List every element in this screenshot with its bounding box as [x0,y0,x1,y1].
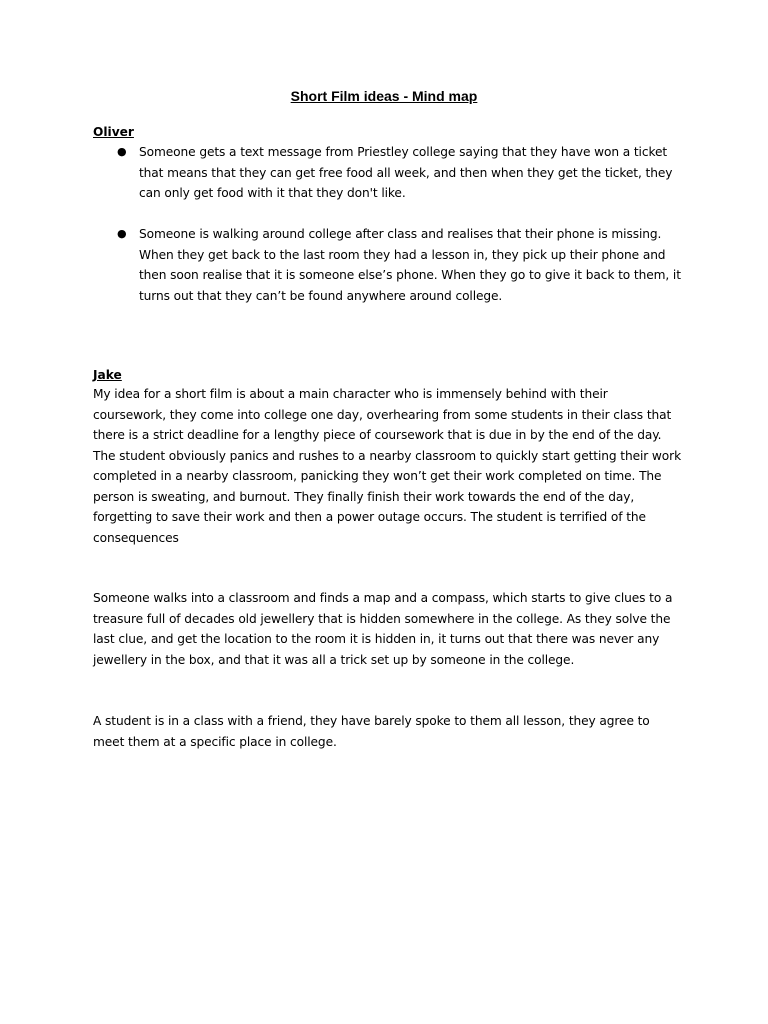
list-item [93,224,683,306]
oliver-idea-list [93,142,683,327]
paragraph-coursework-idea: My idea for a short film is about a main character who is immensely behind with their coursework, they come into college one day, overhearing from some students in their class that there is a strict deadline for a lengthy piece of coursework that is due in by the end of the day. The student obviously panics and rushes to a nearby classroom to quickly start getting their work completed in a nearby classroom, panicking they won’t get their work completed on time. The person is sweating, and burnout. They finally finish their work towards the end of the day, forgetting to save their work and then a power outage occurs. The student is terrified of the consequences [93,387,682,545]
paragraph-friend-idea: A student is in a class with a friend, they have barely spoke to them all lesson, they agree to meet them at a specific place in college. [93,714,650,749]
idea-text: Someone gets a text message from Priestley college saying that they have won a ticket that means that they can get free food all week, and then when they get the ticket, they can only get food with it that they don't like. [139,145,673,200]
section-heading-jake: Jake [93,368,122,382]
paragraph-treasure-idea: Someone walks into a classroom and finds a map and a compass, which starts to give clues to a treasure full of decades old jewellery that is hidden somewhere in the college. As they solve the last clue, and get the location to the room it is hidden in, it turns out that there was never any jewellery in the box, and that it was all a trick set up by someone in the college. [93,591,673,667]
bullet-icon: ● [117,145,127,158]
page-title: Short Film ideas - Mind map [290,88,478,104]
section-heading-oliver: Oliver [93,125,134,139]
bullet-icon: ● [117,227,127,240]
list-item [93,142,683,204]
idea-text: Someone is walking around college after class and realises that their phone is missing. When they get back to the last room they had a lesson in, they pick up their phone and then soon realise that it is someone else’s phone. When they go to give it back to them, it turns out that they can’t be found anywhere around college. [139,227,681,303]
